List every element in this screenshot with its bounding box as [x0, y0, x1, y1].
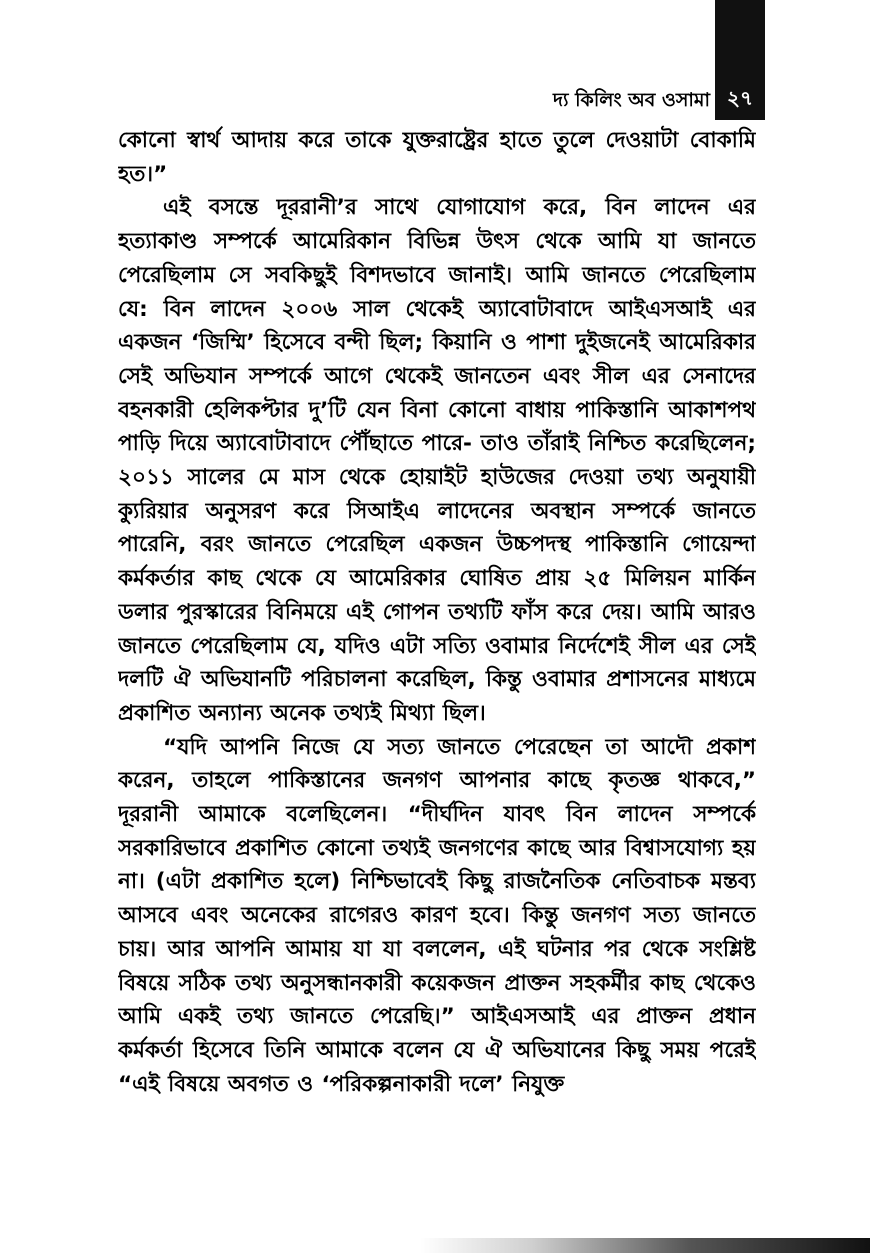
page-number: ২৭: [726, 86, 753, 110]
footer-gradient-bar: [420, 1238, 870, 1253]
paragraph-continued: কোনো স্বার্থ আদায় করে তাকে যুক্তরাষ্ট্রের হাতে তুলে দেওয়াটা বোকামি হত।”: [118, 128, 756, 187]
paragraph: এই বসন্তে দূররানী’র সাথে যোগাযোগ করে, বিন লাদেন এর হত্যাকাণ্ড সম্পর্কে আমেরিকান বিভিন্ন উৎস থেকে আমি যা জানতে পেরেছিলাম সে সবকিছুই বিশদভাবে জানাই। আমি জানতে পেরেছিলাম যে: বিন লাদেন ২০০৬ সাল থেকেই অ্যাবোটাবাদে আইএসআই এর একজন ‘জিম্মি’ হিসেবে বন্দী ছিল; কিয়ানি ও পাশা দুইজনেই আমেরিকার সেই অভিযান সম্পর্কে আগে থেকেই জানতেন এবং সীল এর সেনাদের বহনকারী হেলিকপ্টার দু’টি যেন বিনা কোনো বাধায় পাকিস্তানি আকাশপথ পাড়ি দিয়ে অ্যাবোটাবাদে পৌঁছাতে পারে- তাও তাঁরাই নিশ্চিত করেছিলেন; ২০১১ সালের মে মাস থেকে হোয়াইট হাউজের দেওয়া তথ্য অনুযায়ী ক্যুরিয়ার অনুসরণ করে সিআইএ লাদেনের অবস্থান সম্পর্কে জানতে পারেনি, বরং জানতে পেরেছিল একজন উচ্চপদস্থ পাকিস্তানি গোয়েন্দা কর্মকর্তার কাছ থেকে যে আমেরিকার ঘোষিত প্রায় ২৫ মিলিয়ন মার্কিন ডলার পুরস্কারের বিনিময়ে এই গোপন তথ্যটি ফাঁস করে দেয়। আমি আরও জানতে পেরেছিলাম যে, যদিও এটা সত্যি ওবামার নির্দেশেই সীল এর সেই দলটি ঐ অভিযানটি পরিচালনা করেছিল, কিন্তু ওবামার প্রশাসনের মাধ্যমে প্রকাশিত অন্যান্য অনেক তথ্যই মিথ্যা ছিল।: [118, 195, 756, 726]
paragraph: “যদি আপনি নিজে যে সত্য জানতে পেরেছেন তা আদৌ প্রকাশ করেন, তাহলে পাকিস্তানের জনগণ আপনার কাছে কৃতজ্ঞ থাকবে,” দূররানী আমাকে বলেছিলেন। “দীর্ঘদিন যাবৎ বিন লাদেন সম্পর্কে সরকারিভাবে প্রকাশিত কোনো তথ্যই জনগণের কাছে আর বিশ্বাসযোগ্য হয় না। (এটা প্রকাশিত হলে) নিশ্চিভাবেই কিছু রাজনৈতিক নেতিবাচক মন্তব্য আসবে এবং অনেকের রাগেরও কারণ হবে। কিন্তু জনগণ সত্য জানতে চায়। আর আপনি আমায় যা যা বললেন, এই ঘটনার পর থেকে সংশ্লিষ্ট বিষয়ে সঠিক তথ্য অনুসন্ধানকারী কয়েকজন প্রাক্তন সহকর্মীর কাছ থেকেও আমি একই তথ্য জানতে পেরেছি।” আইএসআই এর প্রাক্তন প্রধান কর্মকর্তা হিসেবে তিনি আমাকে বলেন যে ঐ অভিযানের কিছু সময় পরেই “এই বিষয়ে অবগত ও ‘পরিকল্পনাকারী দলে’ নিযুক্ত: [118, 734, 756, 1097]
body-text: [118, 124, 756, 1214]
running-head-title: দ্য কিলিং অব ওসামা: [553, 89, 710, 111]
